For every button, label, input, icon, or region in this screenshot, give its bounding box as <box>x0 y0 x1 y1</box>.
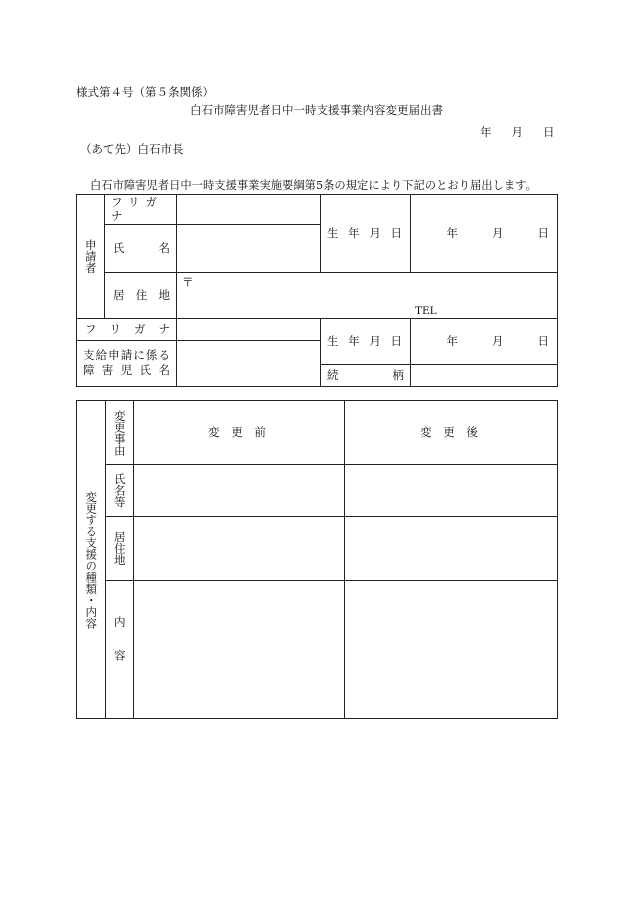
child-name-char-11: 氏 <box>139 363 152 378</box>
relation-field[interactable] <box>411 364 558 386</box>
birth-label-cell <box>321 195 411 273</box>
child-name-char-9: 害 <box>101 363 114 378</box>
child-name-char-12: 名 <box>158 363 170 378</box>
postal-mark: 〒 <box>182 274 194 289</box>
child-birth-label-1: 生 <box>327 334 339 349</box>
child-birth-label-cell <box>321 318 411 364</box>
content-before-field[interactable] <box>134 581 345 719</box>
name-before-field[interactable] <box>134 465 345 517</box>
address-label-2: 住 <box>135 288 148 303</box>
child-birth-year-label: 年 <box>446 334 458 349</box>
birth-label-4: 日 <box>390 226 402 241</box>
child-name-char-6: 係 <box>145 347 158 362</box>
tel-label: TEL <box>415 304 437 317</box>
name-row-label: 氏名等 <box>112 473 127 508</box>
child-name-label-cell <box>77 340 177 386</box>
child-birth-label-4: 日 <box>390 334 402 349</box>
child-birth-day-label: 日 <box>537 334 549 349</box>
birth-label-3: 月 <box>369 226 381 241</box>
child-birth-label-2: 年 <box>348 334 360 349</box>
name-after-field[interactable] <box>345 465 558 517</box>
address-before-field[interactable] <box>134 517 345 581</box>
name-field[interactable] <box>177 224 321 272</box>
birth-year-label: 年 <box>446 226 458 241</box>
child-name-char-5: に <box>133 347 145 362</box>
child-name-char-1: 支 <box>83 347 95 362</box>
after-header <box>345 401 558 465</box>
relation-label-cell <box>321 364 411 386</box>
address-field[interactable] <box>177 272 558 318</box>
child-name-char-2: 給 <box>95 347 108 362</box>
child-name-char-3: 申 <box>108 347 120 362</box>
child-birth-month-label: 月 <box>492 334 504 349</box>
change-side-label: 変更する支援の種類・内容 <box>84 490 99 629</box>
child-furigana-2: リ <box>109 322 121 337</box>
child-name-char-8: 障 <box>83 363 95 378</box>
name-row-label-cell <box>106 465 134 517</box>
child-name-field[interactable] <box>177 340 321 386</box>
date-month-label: 月 <box>511 125 523 139</box>
date-day-label: 日 <box>543 125 555 139</box>
furigana-label: フリガナ <box>111 195 163 224</box>
child-furigana-3: ガ <box>134 322 146 337</box>
birth-date-field[interactable] <box>411 195 558 273</box>
child-furigana-field[interactable] <box>177 318 321 340</box>
document-title: 白石市障害児者日中一時支援事業内容変更届出書 <box>190 103 443 117</box>
child-name-char-10: 児 <box>120 363 133 378</box>
furigana-label-cell <box>105 195 177 225</box>
name-label-2: 名 <box>158 241 170 256</box>
reason-label-cell <box>106 401 134 465</box>
submission-date <box>480 124 555 140</box>
change-side-label-cell <box>77 401 106 719</box>
address-label-3: 地 <box>158 288 170 303</box>
applicant-label-cell <box>77 195 105 319</box>
child-furigana-4: ナ <box>158 322 170 337</box>
name-label-1: 氏 <box>113 241 125 256</box>
content-row-label-cell <box>106 581 134 719</box>
birth-label-2: 年 <box>348 226 360 241</box>
birth-label-1: 生 <box>327 226 339 241</box>
address-after-field[interactable] <box>345 517 558 581</box>
child-birth-date-field[interactable] <box>411 318 558 364</box>
date-year-label: 年 <box>480 125 492 139</box>
reason-label: 変更事由 <box>112 409 127 456</box>
addressee: （あて先）白石市長 <box>80 142 184 156</box>
address-row-label: 居住地 <box>112 531 127 566</box>
child-name-char-4: 請 <box>120 347 133 362</box>
child-furigana-1: フ <box>85 322 97 337</box>
applicant-table <box>76 194 558 387</box>
content-row-label: 内容 <box>112 616 127 683</box>
address-label-1: 居 <box>113 288 125 303</box>
child-name-char-7: る <box>158 347 170 362</box>
before-header <box>134 401 345 465</box>
name-label-cell <box>105 224 177 272</box>
address-row-label-cell <box>106 517 134 581</box>
change-table <box>76 400 558 719</box>
child-furigana-label-cell <box>77 318 177 340</box>
birth-day-label: 日 <box>537 226 549 241</box>
birth-month-label: 月 <box>492 226 504 241</box>
relation-label-1: 続 <box>327 368 339 383</box>
statement: 白石市障害児者日中一時支援事業実施要綱第5条の規定により下記のとおり届出します。 <box>90 179 537 192</box>
applicant-label: 申請者 <box>83 239 98 274</box>
before-label: 変 更 前 <box>208 425 270 440</box>
child-birth-label-3: 月 <box>369 334 381 349</box>
relation-label-2: 柄 <box>392 368 404 383</box>
furigana-field[interactable] <box>177 195 321 225</box>
address-label-cell <box>105 272 177 318</box>
form-number: 様式第４号（第５条関係） <box>76 85 214 99</box>
after-label: 変 更 後 <box>420 425 482 440</box>
content-after-field[interactable] <box>345 581 558 719</box>
